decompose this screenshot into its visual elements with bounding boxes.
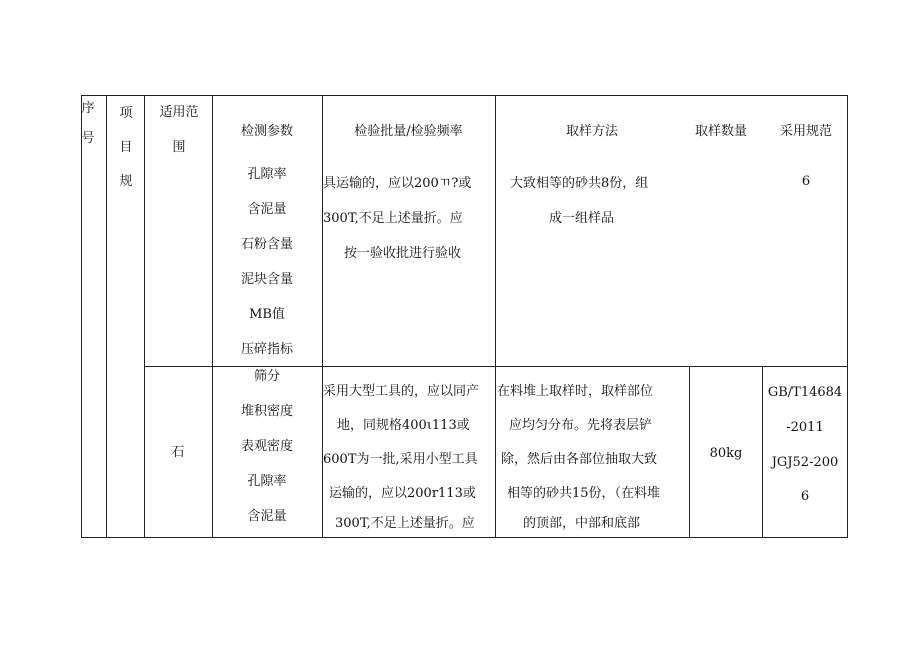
row2-method-line: 相等的砂共15份，（在料堆 [507, 486, 661, 501]
row2-param: 表观密度 [240, 439, 293, 454]
header-params: 检测参数 [240, 124, 293, 139]
row2-param: 含泥量 [247, 509, 287, 524]
col-divider-params [322, 95, 323, 538]
row2-batch-line: 600T为一批,采用小型工具 [323, 452, 478, 467]
row2-batch-line: 地，同规格400ι113或 [337, 418, 470, 433]
row2-batch-line: 采用大型工具的，应以同产 [323, 384, 480, 399]
header-scope-line2: 围 [172, 140, 186, 155]
row2-scope: 石 [171, 445, 185, 460]
row2-standard-line: GB/T14684 [767, 385, 843, 400]
row2-standard-line: JGJ52-200 [771, 455, 839, 470]
table-right-border [847, 95, 848, 538]
row2-param: 筛分 [253, 369, 280, 384]
row2-standard-line: -2011 [786, 420, 824, 435]
row2-param: 堆积密度 [240, 404, 293, 419]
row1-param: 压碎指标 [240, 342, 293, 357]
row1-method-line: 成一组样品 [549, 211, 615, 226]
row1-batch-line: 具运输的，应以200ㄲ?或 [323, 176, 472, 191]
col-divider-batch [495, 95, 496, 538]
table-top-border [81, 95, 848, 96]
row1-batch-line: 按一验收批进行验收 [344, 246, 462, 261]
table-left-border [81, 95, 82, 538]
row2-standard-line: 6 [800, 489, 810, 504]
row1-standard: 6 [801, 174, 811, 189]
row1-batch-line: 300T,不足上述量折。应 [323, 211, 463, 226]
row-divider [144, 366, 848, 367]
row2-batch-line: 300T,不足上述量折。应 [335, 516, 475, 531]
row1-method-line: 大致相等的砂共8份，组 [510, 176, 649, 191]
row2-method-line: 应均匀分布。先将表层铲 [509, 418, 653, 433]
table-bottom-border [81, 537, 848, 538]
col-divider-item [144, 95, 145, 538]
row2-method-line: 在料堆上取样时，取样部位 [497, 384, 654, 399]
row1-param: 泥块含量 [240, 272, 293, 287]
row2-batch-line: 运输的，应以200r113或 [329, 486, 476, 501]
header-qty: 取样数量 [694, 124, 747, 139]
header-scope-line1: 适用范 [159, 105, 199, 120]
header-seq: 序 号 [81, 101, 95, 146]
col-divider-seq [106, 95, 107, 538]
row1-param: 石粉含量 [240, 237, 293, 252]
header-item: 项 目 规 [119, 106, 133, 189]
header-batch: 检验批量/检验频率 [354, 124, 463, 139]
header-standard: 采用规范 [779, 124, 832, 139]
row1-param: 含泥量 [247, 202, 287, 217]
row2-param: 孔隙率 [247, 474, 287, 489]
header-method: 取样方法 [565, 124, 618, 139]
row2-method-line: 除，然后由各部位抽取大致 [501, 452, 658, 467]
row1-param: 孔隙率 [247, 167, 287, 182]
row1-param: MB值 [249, 307, 285, 322]
row2-method-line: 的顶部，中部和底部 [523, 516, 641, 531]
row2-qty: 80kg [709, 446, 743, 461]
